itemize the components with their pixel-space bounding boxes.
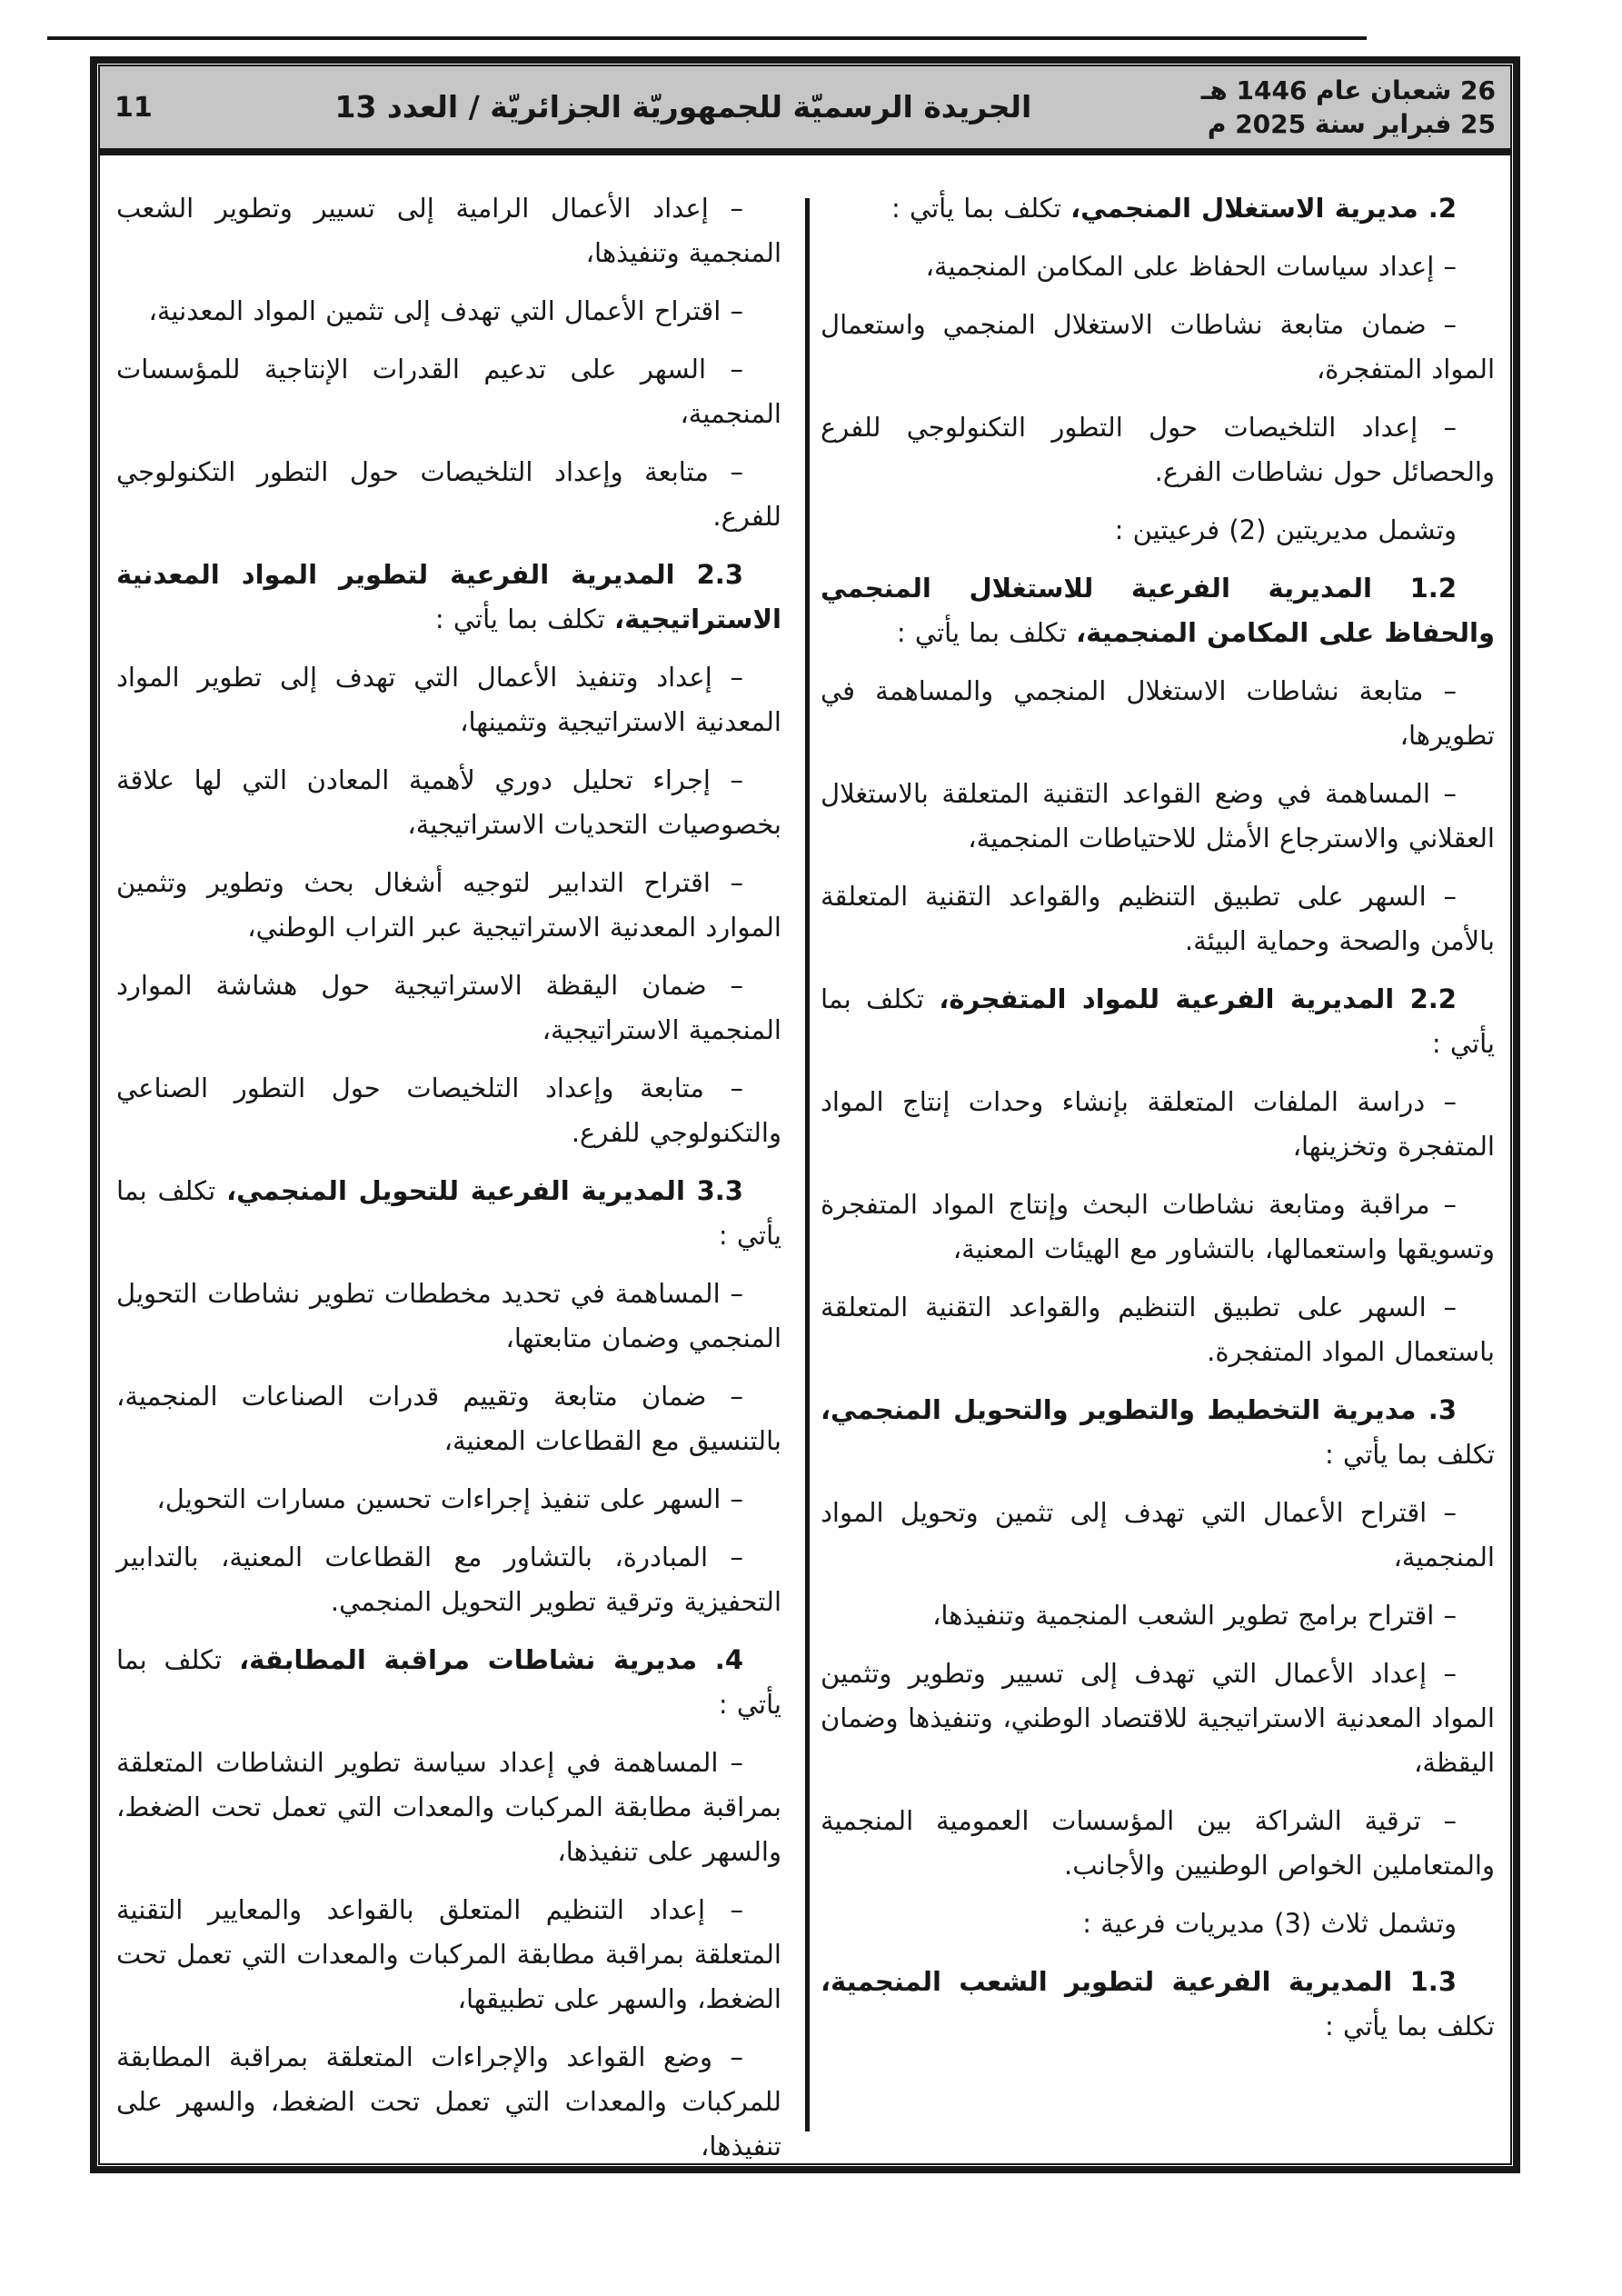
text-column-left (116, 186, 781, 2169)
paragraph-text: – ضمان متابعة وتقييم قدرات الصناعات المنجمية، بالتنسيق مع القطاعات المعنية، (116, 1381, 781, 1456)
section-heading (116, 1169, 781, 1258)
paragraph-text: – إجراء تحليل دوري لأهمية المعادن التي لها علاقة بخصوصيات التحديات الاستراتيجية، (116, 764, 781, 840)
paragraph-text: – ضمان اليقظة الاستراتيجية حول هشاشة الموارد المنجمية الاستراتيجية، (116, 970, 781, 1045)
paragraph-text: تكلف بما يأتي : (821, 983, 1495, 1059)
list-item (116, 1066, 781, 1155)
list-item (116, 1888, 781, 2021)
list-item (116, 186, 781, 275)
paragraph-text: – إعداد التلخيصات حول التطور التكنولوجي للفرع والحصائل حول نشاطات الفرع. (821, 412, 1495, 487)
paragraph-text: – إعداد الأعمال التي تهدف إلى تسيير وتطوير وتثمين المواد المعدنية الاستراتيجية للاقتصاد الوطني، وتنفيذها وضمان اليقظة، (821, 1658, 1495, 1778)
paragraph-text: – إعداد الأعمال الرامية إلى تسيير وتطوير الشعب المنجمية وتنفيذها، (116, 193, 781, 268)
paragraph-text: – المساهمة في إعداد سياسة تطوير النشاطات المتعلقة بمراقبة مطابقة المركبات والمعدات التي تعمل تحت الضغط، والسهر على تنفيذها، (116, 1747, 781, 1867)
list-item (821, 508, 1495, 553)
paragraph-text: – متابعة وإعداد التلخيصات حول التطور الصناعي والتكنولوجي للفرع. (116, 1073, 781, 1148)
list-item (116, 2035, 781, 2169)
list-item (821, 1183, 1495, 1272)
journal-title: الجريدة الرسميّة للجمهوريّة الجزائريّة / العدد 13 (334, 89, 1032, 125)
paragraph-text: تكلف بما يأتي : (891, 193, 1071, 224)
section-heading-title: 3.3 المديرية الفرعية للتحويل المنجمي، (226, 1175, 743, 1206)
section-heading (821, 186, 1495, 231)
section-heading-title: 1.2 المديرية الفرعية للاستغلال المنجمي والحفاظ على المكامن المنجمية، (821, 573, 1495, 648)
paragraph-text: – ترقية الشراكة بين المؤسسات العمومية المنجمية والمتعاملين الخواص الوطنيين والأجانب. (821, 1805, 1495, 1881)
list-item (116, 758, 781, 847)
paragraph-text: – المساهمة في وضع القواعد التقنية المتعلقة بالاستغلال العقلاني والاسترجاع الأمثل للاحتياطات المنجمية، (821, 778, 1495, 854)
list-item (821, 772, 1495, 861)
page-number: 11 (114, 91, 153, 124)
list-item (821, 245, 1495, 289)
section-heading (821, 977, 1495, 1066)
section-heading (821, 1388, 1495, 1477)
section-heading (821, 566, 1495, 655)
gregorian-date: 25 فبراير سنة 2025 م (1207, 109, 1496, 139)
list-item (821, 1799, 1495, 1888)
list-item (821, 1285, 1495, 1374)
paragraph-text: – اقتراح التدابير لتوجيه أشغال بحث وتطوير وتثمين الموارد المعدنية الاستراتيجية عبر التراب الوطني، (116, 867, 781, 943)
list-item (821, 1491, 1495, 1580)
header-dates (1201, 74, 1496, 141)
section-heading-title: 4. مديرية نشاطات مراقبة المطابقة، (239, 1644, 743, 1675)
list-item (821, 1593, 1495, 1638)
section-heading-title: 2.2 المديرية الفرعية للمواد المتفجرة، (939, 983, 1457, 1014)
list-item (116, 655, 781, 744)
section-heading-title: 1.3 المديرية الفرعية لتطوير الشعب المنجمية، (821, 1966, 1457, 1997)
paragraph-text: وتشمل ثلاث (3) مديريات فرعية : (1082, 1908, 1457, 1939)
paragraph-text: – السهر على تطبيق التنظيم والقواعد التقنية المتعلقة بالأمن والصحة وحماية البيئة. (821, 881, 1495, 956)
list-item (821, 874, 1495, 963)
paragraph-text: – اقتراح الأعمال التي تهدف إلى تثمين وتحويل المواد المنجمية، (821, 1497, 1495, 1572)
list-item (116, 963, 781, 1053)
section-heading (116, 1638, 781, 1727)
list-item (821, 303, 1495, 392)
paragraph-text: تكلف بما يأتي : (1325, 2011, 1495, 2041)
paragraph-text: – متابعة وإعداد التلخيصات حول التطور التكنولوجي للفرع. (116, 456, 781, 532)
list-item (116, 1535, 781, 1624)
paragraph-text: – مراقبة ومتابعة نشاطات البحث وإنتاج المواد المتفجرة وتسويقها واستعمالها، بالتشاور مع الهيئات المعنية، (821, 1189, 1495, 1264)
paragraph-text: تكلف بما يأتي : (434, 604, 615, 634)
list-item (116, 1477, 781, 1522)
paragraph-text: تكلف بما يأتي : (896, 617, 1077, 648)
paragraph-text: – السهر على تنفيذ إجراءات تحسين مسارات التحويل، (156, 1483, 743, 1514)
paragraph-text: تكلف بما يأتي : (116, 1644, 781, 1720)
list-item (116, 1741, 781, 1874)
paragraph-text: – وضع القواعد والإجراءات المتعلقة بمراقبة المطابقة للمركبات والمعدات التي تعمل تحت الضغط، والسهر على تنفيذها، (116, 2041, 781, 2161)
list-item (116, 289, 781, 334)
page-header-band (100, 66, 1510, 155)
list-item (116, 450, 781, 539)
paragraph-text: – إعداد التنظيم المتعلق بالقواعد والمعايير التقنية المتعلقة بمراقبة مطابقة المركبات والمعدات التي تعمل تحت الضغط، والسهر على تطبيقها، (116, 1894, 781, 2014)
page-top-rule (47, 36, 1367, 40)
paragraph-text: – السهر على تدعيم القدرات الإنتاجية للمؤسسات المنجمية، (116, 354, 781, 429)
paragraph-text: – ضمان متابعة نشاطات الاستغلال المنجمي واستعمال المواد المتفجرة، (821, 309, 1495, 384)
paragraph-text: – متابعة نشاطات الاستغلال المنجمي والمساهمة في تطويرها، (821, 675, 1495, 751)
paragraph-text: – السهر على تطبيق التنظيم والقواعد التقنية المتعلقة باستعمال المواد المتفجرة. (821, 1292, 1495, 1367)
list-item (821, 669, 1495, 758)
paragraph-text: – المساهمة في تحديد مخططات تطوير نشاطات التحويل المنجمي وضمان متابعتها، (116, 1278, 781, 1353)
section-heading (116, 553, 781, 642)
paragraph-text: – اقتراح برامج تطوير الشعب المنجمية وتنفيذها، (932, 1600, 1457, 1631)
text-column-right (821, 186, 1495, 2049)
section-heading-title: 2.3 المديرية الفرعية لتطوير المواد المعدنية الاستراتيجية، (116, 559, 781, 634)
list-item (116, 861, 781, 950)
paragraph-text: – اقتراح الأعمال التي تهدف إلى تثمين المواد المعدنية، (148, 295, 743, 326)
paragraph-text: تكلف بما يأتي : (116, 1175, 781, 1251)
list-item (821, 405, 1495, 494)
list-item (116, 1272, 781, 1361)
hijri-date: 26 شعبان عام 1446 هـ (1200, 75, 1496, 105)
paragraph-text: وتشمل مديريتين (2) فرعيتين : (1114, 514, 1457, 545)
list-item (821, 1902, 1495, 1946)
paragraph-text: – إعداد سياسات الحفاظ على المكامن المنجمية، (925, 251, 1457, 282)
list-item (116, 1374, 781, 1463)
section-heading-title: 2. مديرية الاستغلال المنجمي، (1070, 193, 1457, 224)
section-heading (821, 1960, 1495, 2049)
paragraph-text: – إعداد وتنفيذ الأعمال التي تهدف إلى تطوير المواد المعدنية الاستراتيجية وتثمينها، (116, 662, 781, 737)
list-item (821, 1080, 1495, 1169)
paragraph-text: تكلف بما يأتي : (1325, 1439, 1495, 1470)
list-item (821, 1652, 1495, 1785)
paragraph-text: – المبادرة، بالتشاور مع القطاعات المعنية، بالتدابير التحفيزية وترقية تطوير التحويل المنجمي. (116, 1542, 781, 1617)
paragraph-text: – دراسة الملفات المتعلقة بإنشاء وحدات إنتاج المواد المتفجرة وتخزينها، (821, 1086, 1495, 1162)
column-divider-rule (805, 198, 810, 2131)
list-item (116, 347, 781, 436)
section-heading-title: 3. مديرية التخطيط والتطوير والتحويل المنجمي، (821, 1394, 1457, 1425)
